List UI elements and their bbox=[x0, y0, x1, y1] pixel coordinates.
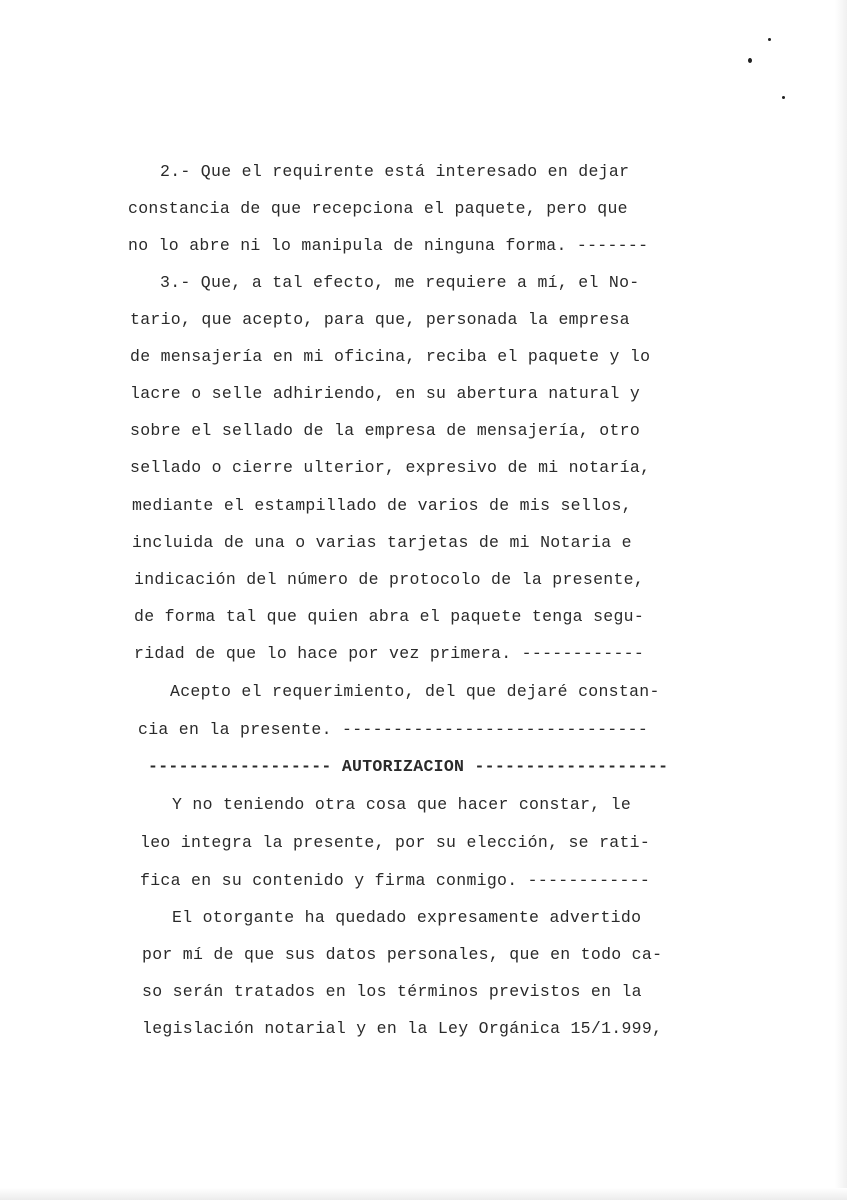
text-line-6: de mensajería en mi oficina, reciba el paquete y lo bbox=[130, 347, 651, 366]
text-line-19: leo integra la presente, por su elección, se rati- bbox=[140, 833, 651, 852]
text-line-12: indicación del número de protocolo de la presente, bbox=[134, 570, 645, 589]
text-line-15: Acepto el requerimiento, del que dejaré constan- bbox=[170, 682, 660, 701]
section-heading-autorizacion: ------------------ AUTORIZACION ------------------- bbox=[148, 757, 669, 776]
text-line-9: sellado o cierre ulterior, expresivo de mi notaría, bbox=[130, 458, 651, 477]
text-line-3: no lo abre ni lo manipula de ninguna forma. ------- bbox=[128, 236, 649, 255]
text-line-4: 3.- Que, a tal efecto, me requiere a mí, el No- bbox=[160, 273, 640, 292]
text-line-13: de forma tal que quien abra el paquete tenga segu- bbox=[134, 607, 645, 626]
text-line-14: ridad de que lo hace por vez primera. ------------ bbox=[134, 644, 645, 663]
text-line-20: fica en su contenido y firma conmigo. ------------ bbox=[140, 871, 651, 890]
text-line-21: El otorgante ha quedado expresamente advertido bbox=[172, 908, 642, 927]
text-line-8: sobre el sellado de la empresa de mensajería, otro bbox=[130, 421, 641, 440]
text-line-24: legislación notarial y en la Ley Orgánica 15/1.999, bbox=[142, 1019, 663, 1038]
page-edge-shadow-bottom bbox=[0, 1188, 847, 1200]
text-line-22: por mí de que sus datos personales, que en todo ca- bbox=[142, 945, 663, 964]
text-line-2: constancia de que recepciona el paquete, pero que bbox=[128, 199, 628, 218]
text-line-11: incluida de una o varias tarjetas de mi Notaria e bbox=[132, 533, 632, 552]
text-line-5: tario, que acepto, para que, personada la empresa bbox=[130, 310, 630, 329]
text-line-16: cia en la presente. ------------------------------ bbox=[138, 720, 649, 739]
ink-speck bbox=[782, 96, 785, 99]
text-line-1: 2.- Que el requirente está interesado en dejar bbox=[160, 162, 630, 181]
ink-speck bbox=[748, 58, 752, 63]
text-line-23: so serán tratados en los términos previstos en la bbox=[142, 982, 642, 1001]
ink-speck bbox=[768, 38, 771, 41]
text-line-18: Y no teniendo otra cosa que hacer constar, le bbox=[172, 795, 632, 814]
text-line-10: mediante el estampillado de varios de mis sellos, bbox=[132, 496, 632, 515]
text-line-7: lacre o selle adhiriendo, en su abertura natural y bbox=[130, 384, 641, 403]
page-edge-shadow-right bbox=[835, 0, 847, 1200]
